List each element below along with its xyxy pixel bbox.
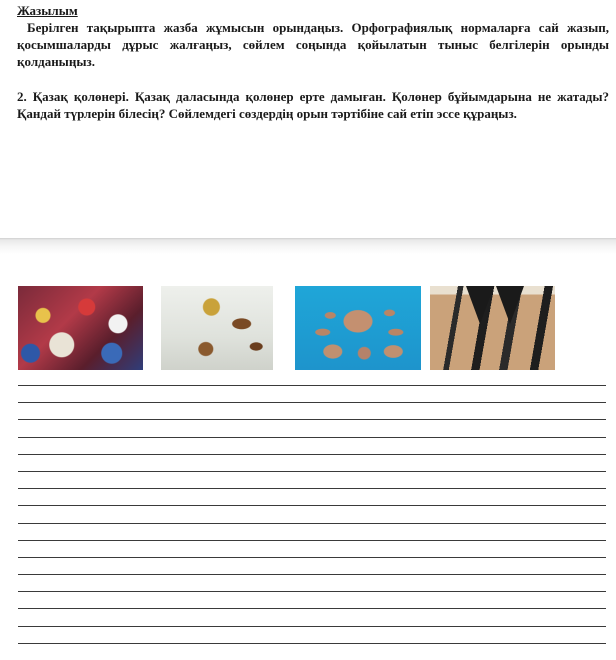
writing-line[interactable] bbox=[18, 540, 606, 541]
task-instruction: Берілген тақырыпта жазба жұмысын орындаңыз. Орфографиялық нормаларға сай жазып, қосымшаларды дұрыс жалғаңыз, сөйлем соңында қойылатын тыныс белгілерін орынды қолданыңыз. bbox=[17, 20, 609, 69]
writing-line[interactable] bbox=[18, 591, 606, 592]
wooden-utensils-photo bbox=[161, 286, 273, 370]
writing-line[interactable] bbox=[18, 523, 606, 524]
felt-ornament-photo bbox=[430, 286, 555, 370]
ornament-shape bbox=[466, 286, 494, 324]
page-divider bbox=[0, 238, 616, 254]
writing-line[interactable] bbox=[18, 471, 606, 472]
writing-line[interactable] bbox=[18, 488, 606, 489]
writing-lines[interactable] bbox=[18, 385, 606, 660]
essay-question: 2. Қазақ қолөнері. Қазақ даласында қолөнер ерте дамыған. Қолөнер бұйымдарына не жатады? Қандай түрлерін білесің? Сөйлемдегі сөздердің орын тәртібіне сай етіп эссе құраңыз. bbox=[17, 89, 609, 121]
writing-line[interactable] bbox=[18, 437, 606, 438]
writing-line[interactable] bbox=[18, 643, 606, 644]
writing-line[interactable] bbox=[18, 419, 606, 420]
writing-line[interactable] bbox=[18, 385, 606, 386]
task-section bbox=[0, 0, 616, 240]
ceramic-bowls-photo bbox=[295, 286, 421, 370]
writing-line[interactable] bbox=[18, 505, 606, 506]
writing-line[interactable] bbox=[18, 608, 606, 609]
writing-line[interactable] bbox=[18, 454, 606, 455]
writing-line[interactable] bbox=[18, 626, 606, 627]
ornament-shape bbox=[496, 286, 524, 324]
handicraft-textiles-photo bbox=[18, 286, 143, 370]
writing-line[interactable] bbox=[18, 574, 606, 575]
section-heading: Жазылым bbox=[17, 3, 78, 18]
writing-line[interactable] bbox=[18, 557, 606, 558]
writing-line[interactable] bbox=[18, 402, 606, 403]
